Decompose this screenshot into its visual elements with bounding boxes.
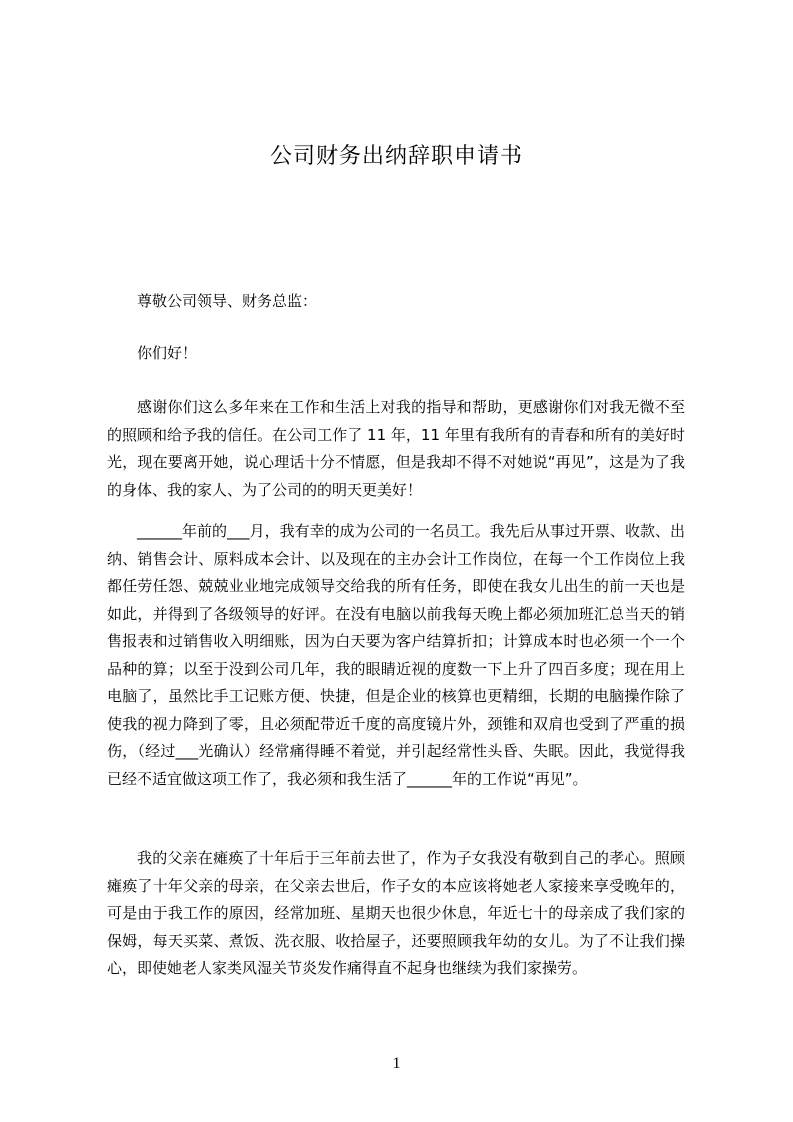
paragraph-work-history: ______年前的___月，我有幸的成为公司的一名员工。我先后从事过开票、收款、出纳、销售会计、原料成本会计、以及现在的主办会计工作岗位，在每一个工作岗位上我都任劳任怨、兢兢业业地完成领导交给我的所有任务，即使在我女儿出生的前一天也是如此，并得到了各级领导的好评。在没有电脑以前我每天晚上都必须加班汇总当天的销售报表和过销售收入明细账，因为白天要为客户结算折扣；计算成本时也必须一个一个品种的算；以至于没到公司几年，我的眼睛近视的度数一下上升了四百多度；现在用上电脑了，虽然比手工记账方便、快捷，但是企业的核算也更精细，长期的电脑操作除了使我的视力降到了零，且必须配带近千度的高度镜片外，颈锥和双肩也受到了严重的损伤，（经过___光确认）经常痛得睡不着觉，并引起经常性头昏、失眠。因此，我觉得我已经不适宜做这项工作了，我必须和我生活了______年的工作说“再见”。: [107, 522, 685, 788]
document-title: 公司财务出纳辞职申请书: [269, 144, 523, 169]
greeting: 你们好！: [137, 344, 198, 362]
paragraph-family: 我的父亲在瘫痪了十年后于三年前去世了，作为子女我没有敬到自己的孝心。照顾瘫痪了十年父亲的母亲，在父亲去世后，作子女的本应该将她老人家接来享受晚年的，可是由于我工作的原因，经常加班、星期天也很少休息，年近七十的母亲成了我们家的保姆，每天买菜、煮饭、洗衣服、收拾屋子，还要照顾我年幼的女儿。为了不让我们操心，即使她老人家类风湿关节炎发作痛得直不起身也继续为我们家操劳。: [107, 849, 685, 977]
salutation: 尊敬公司领导、财务总监：: [137, 292, 318, 310]
paragraph-gratitude: 感谢你们这么多年来在工作和生活上对我的指导和帮助，更感谢你们对我无微不至的照顾和给予我的信任。在公司工作了 11 年，11 年里有我所有的青春和所有的美好时光，现在要离开她，说心理话十分不情愿，但是我却不得不对她说“再见”，这是为了我的身体、我的家人、为了公司的的明天更美好！: [107, 398, 685, 499]
page-number: 1: [392, 1055, 401, 1072]
